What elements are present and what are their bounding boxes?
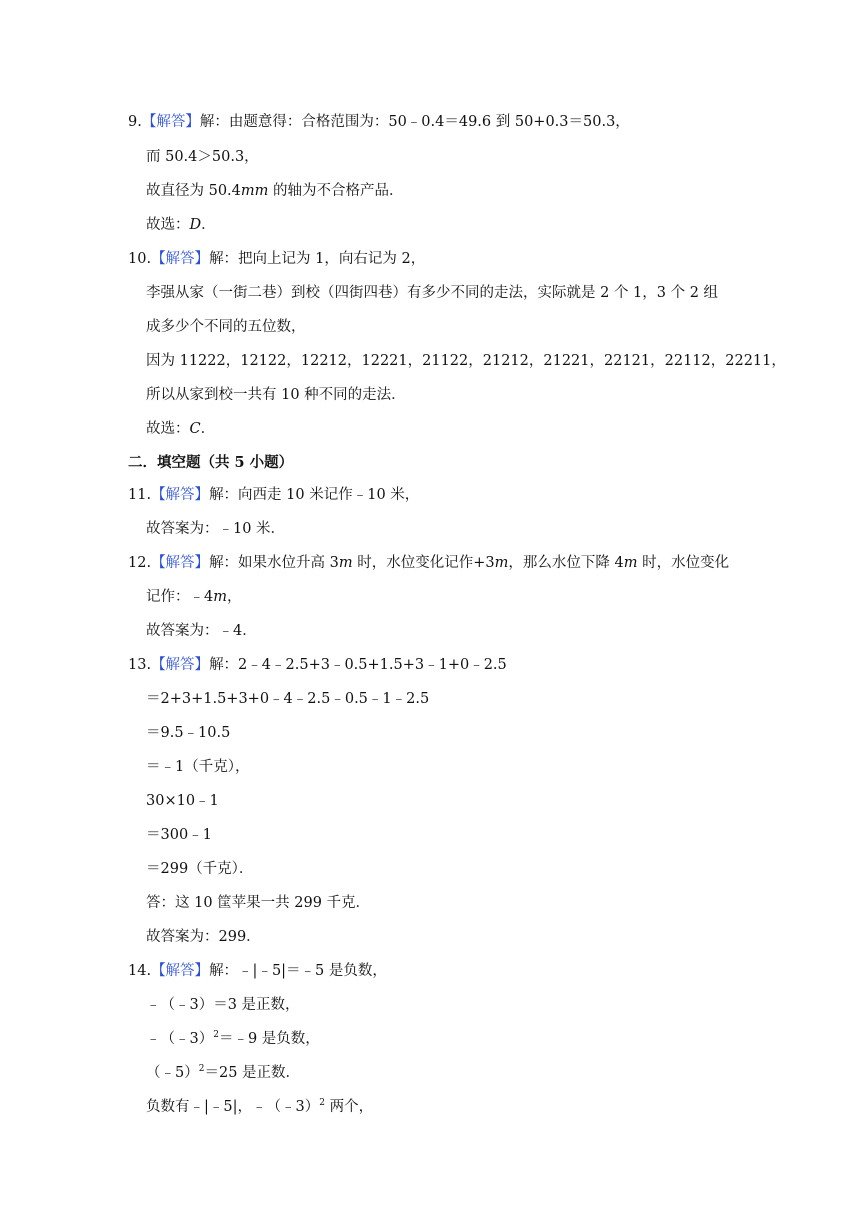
q14-exponent-1: 2	[213, 1030, 219, 1041]
q12-unit-4: m	[213, 589, 227, 605]
q9-text-1: 解：由题意得：合格范围为：50﹣0.4＝49.6 到 50+0.3＝50.3，	[199, 114, 630, 130]
q11-line-2	[146, 519, 285, 539]
q12-unit-2: m	[494, 555, 509, 571]
q10-line-3	[146, 317, 306, 337]
q12-unit-1: m	[338, 555, 353, 571]
q14-number: 14.	[128, 963, 152, 979]
q12-text-1c: ，那么水位下降 4	[508, 555, 624, 571]
q13-line-2: ＝2+3+1.5+3+0﹣4﹣2.5﹣0.5﹣1﹣2.5	[146, 691, 430, 707]
answer-tag: 【解答】	[151, 555, 210, 571]
q11-line-1	[128, 485, 419, 505]
q13-line-4: ＝﹣1（千克），	[146, 759, 250, 775]
q14-text-5a: 负数有﹣|﹣5|，﹣（﹣3）	[146, 1099, 320, 1115]
q14-line-3	[146, 1029, 320, 1049]
q12-text-3: 故答案为：﹣4．	[146, 623, 257, 639]
q13-line-6: ＝300﹣1	[146, 827, 212, 843]
q13-line-8: 答：这 10 筐苹果一共 299 千克．	[146, 895, 371, 911]
q10-line-4	[146, 351, 786, 371]
q12-line-3	[146, 621, 257, 641]
q14-text-4a: （﹣5）	[146, 1065, 199, 1081]
q10-text-1: 解：把向上记为 1，向右记为 2，	[209, 251, 426, 267]
q13-number: 13.	[128, 657, 152, 673]
q10-text-2: 李强从家（一街二巷）到校（四街四巷）有多少不同的走法，实际就是 2 个 1，3 个 2 组	[146, 285, 719, 301]
q9-text-4b: ．	[201, 217, 216, 233]
q9-line-1	[128, 112, 630, 132]
q13-text-1: 解：2﹣4﹣2.5+3﹣0.5+1.5+3﹣1+0﹣2.5	[209, 657, 507, 673]
q12-line-1	[128, 553, 729, 573]
q14-line-4	[146, 1063, 300, 1083]
q11-number: 11.	[128, 487, 152, 503]
q10-option: C	[189, 421, 201, 437]
q12-number: 12.	[128, 555, 152, 571]
q9-line-4	[146, 215, 216, 235]
q12-text-1b: 时，水位变化记作+3	[352, 555, 495, 571]
q11-text-1: 解：向西走 10 米记作﹣10 米，	[209, 487, 420, 503]
q14-exponent-2: 2	[198, 1064, 205, 1075]
q13-line-9: 故答案为：299．	[146, 929, 261, 945]
q10-line-5	[146, 385, 406, 405]
q9-line-3	[146, 181, 404, 201]
q9-option: D	[189, 217, 202, 233]
q12-text-1a: 解：如果水位升高 3	[209, 555, 339, 571]
section-heading: 二．填空题（共 5 小题）	[128, 454, 294, 471]
q9-text-3b: 的轴为不合格产品．	[268, 183, 404, 199]
q10-text-4: 因为 11222，12122，12212，12221，21122，21212，21221，22121，22112，22211，	[146, 353, 786, 369]
q10-text-6b: ．	[200, 421, 216, 437]
answer-tag: 【解答】	[151, 487, 210, 503]
q14-text-4b: ＝25 是正数．	[204, 1065, 301, 1081]
q10-text-3: 成多少个不同的五位数，	[146, 319, 306, 335]
q10-number: 10.	[128, 251, 152, 267]
q11-text-2: 故答案为：﹣10 米．	[146, 521, 286, 537]
q14-line-5	[146, 1097, 373, 1117]
q13-line-1	[128, 655, 507, 675]
answer-tag: 【解答】	[141, 114, 200, 130]
answer-tag: 【解答】	[151, 963, 210, 979]
q13-line-3: ＝9.5﹣10.5	[146, 725, 231, 741]
answer-tag: 【解答】	[151, 657, 210, 673]
q10-line-6	[146, 419, 215, 439]
q14-line-2: ﹣（﹣3）＝3 是正数，	[146, 997, 300, 1013]
q10-line-2	[146, 283, 718, 303]
q14-text-3a: ﹣（﹣3）	[146, 1031, 214, 1047]
q12-unit-3: m	[623, 555, 638, 571]
q12-text-2a: 记作：﹣4	[146, 589, 214, 605]
q12-text-1d: 时，水位变化	[637, 555, 730, 571]
q12-text-2b: ，	[226, 589, 242, 605]
q10-text-5: 所以从家到校一共有 10 种不同的走法．	[146, 387, 406, 403]
q9-number: 9.	[128, 114, 142, 130]
q13-line-5: 30×10﹣1	[146, 793, 219, 809]
q9-unit: mm	[240, 183, 269, 199]
q14-line-1	[128, 961, 387, 981]
q14-text-5b: 两个，	[324, 1099, 374, 1115]
q9-text-3a: 故直径为 50.4	[146, 183, 241, 199]
q9-text-4a: 故选：	[146, 217, 190, 233]
q10-line-1	[128, 249, 425, 269]
q13-line-7: ＝299（千克）．	[146, 861, 254, 877]
q14-text-1: 解：﹣|﹣5|＝﹣5 是负数，	[209, 963, 387, 979]
answer-tag: 【解答】	[151, 251, 210, 267]
q10-text-6a: 故选：	[146, 421, 190, 437]
q12-line-2	[146, 587, 241, 607]
q9-text-2: 而 50.4＞50.3，	[146, 149, 259, 165]
q14-text-3b: ＝﹣9 是负数，	[218, 1031, 320, 1047]
q9-line-2	[146, 147, 259, 167]
q14-exponent-3: 2	[319, 1098, 325, 1109]
